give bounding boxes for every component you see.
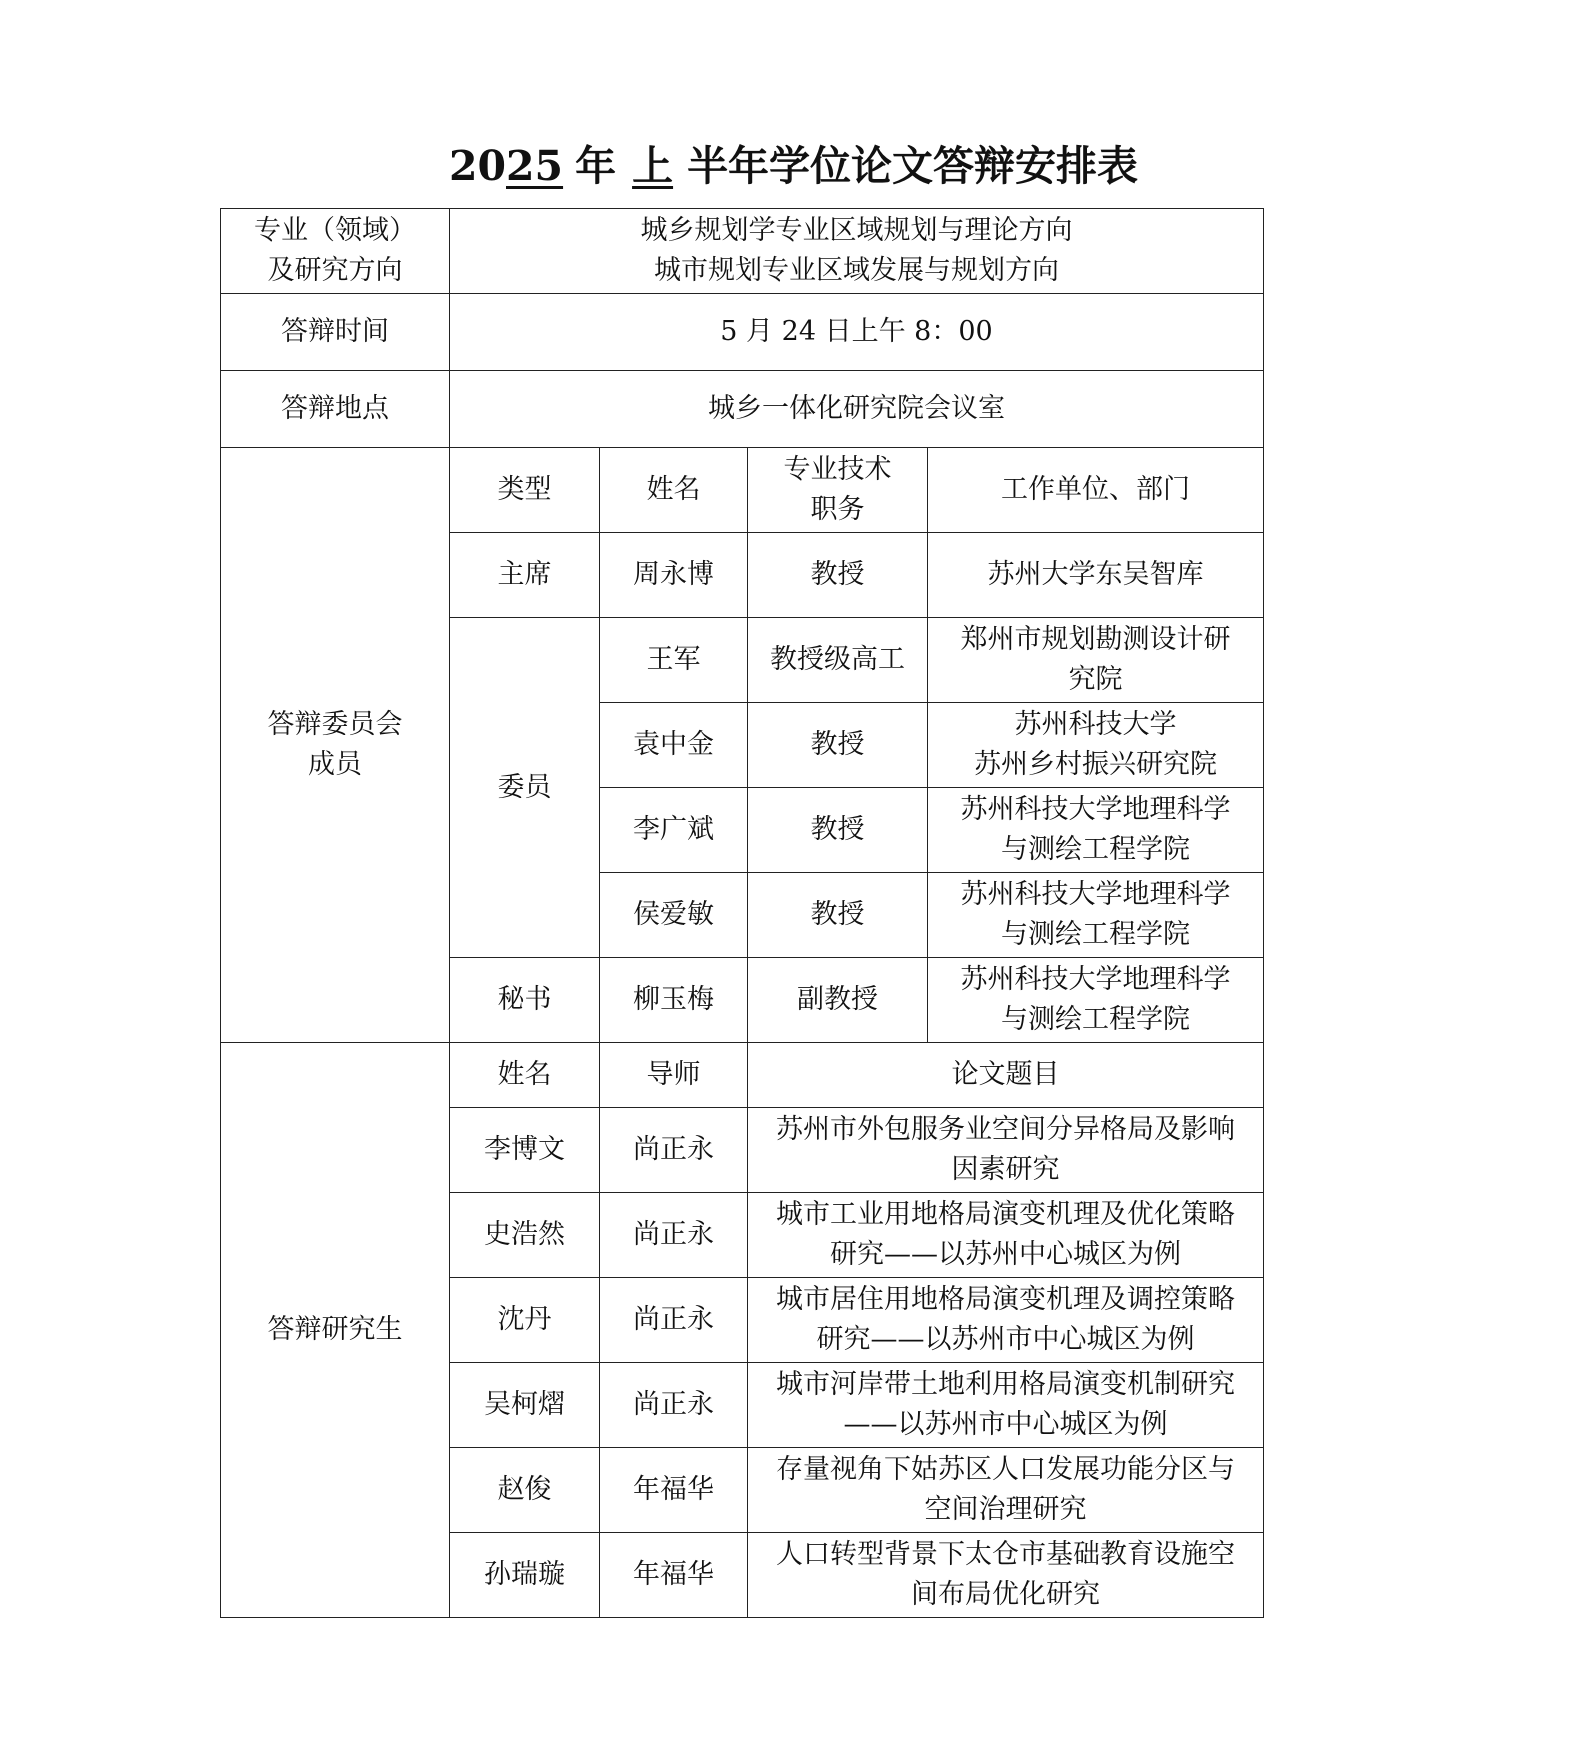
committee-header-name: 姓名 — [600, 448, 748, 533]
student-thesis: 城市河岸带土地利用格局演变机制研究 ——以苏州市中心城区为例 — [748, 1363, 1264, 1448]
student-thesis: 苏州市外包服务业空间分异格局及影响 因素研究 — [748, 1108, 1264, 1193]
member-unit: 苏州科技大学 苏州乡村振兴研究院 — [928, 703, 1264, 788]
title-prefix: 20 — [448, 142, 506, 190]
student-thesis: 城市居住用地格局演变机理及调控策略 研究——以苏州市中心城区为例 — [748, 1278, 1264, 1363]
member-title: 教授 — [748, 788, 928, 873]
student-thesis: 存量视角下姑苏区人口发展功能分区与 空间治理研究 — [748, 1448, 1264, 1533]
committee-header-row — [221, 448, 1264, 533]
member-unit: 郑州市规划勘测设计研 究院 — [928, 618, 1264, 703]
member-name: 侯爱敏 — [600, 873, 748, 958]
student-advisor: 尚正永 — [600, 1278, 748, 1363]
major-label: 专业（领域） 及研究方向 — [221, 209, 450, 294]
title-year: 25 — [506, 142, 564, 190]
page-title — [0, 138, 1587, 194]
member-type: 委员 — [450, 618, 600, 958]
student-advisor: 尚正永 — [600, 1108, 748, 1193]
chair-unit: 苏州大学东吴智库 — [928, 533, 1264, 618]
member-name: 袁中金 — [600, 703, 748, 788]
student-name: 史浩然 — [450, 1193, 600, 1278]
secretary-type: 秘书 — [450, 958, 600, 1043]
students-header-advisor: 导师 — [600, 1043, 748, 1108]
student-thesis: 人口转型背景下太仓市基础教育设施空 间布局优化研究 — [748, 1533, 1264, 1618]
chair-type: 主席 — [450, 533, 600, 618]
place-row — [221, 371, 1264, 448]
student-advisor: 年福华 — [600, 1448, 748, 1533]
place-label: 答辩地点 — [221, 371, 450, 448]
student-name: 李博文 — [450, 1108, 600, 1193]
place-value: 城乡一体化研究院会议室 — [450, 371, 1264, 448]
secretary-name: 柳玉梅 — [600, 958, 748, 1043]
schedule-table — [220, 208, 1264, 1618]
member-name: 王军 — [600, 618, 748, 703]
student-thesis: 城市工业用地格局演变机理及优化策略 研究——以苏州中心城区为例 — [748, 1193, 1264, 1278]
student-name: 赵俊 — [450, 1448, 600, 1533]
member-title: 教授 — [748, 703, 928, 788]
committee-header-unit: 工作单位、部门 — [928, 448, 1264, 533]
secretary-title: 副教授 — [748, 958, 928, 1043]
member-name: 李广斌 — [600, 788, 748, 873]
title-rest: 半年学位论文答辩安排表 — [687, 142, 1139, 190]
students-label: 答辩研究生 — [221, 1043, 450, 1618]
member-title: 教授 — [748, 873, 928, 958]
member-title: 教授级高工 — [748, 618, 928, 703]
student-name: 孙瑞璇 — [450, 1533, 600, 1618]
committee-header-title: 专业技术 职务 — [748, 448, 928, 533]
title-half: 上 — [632, 142, 674, 190]
chair-name: 周永博 — [600, 533, 748, 618]
student-name: 吴柯熠 — [450, 1363, 600, 1448]
time-value: 5 月 24 日上午 8：00 — [450, 294, 1264, 371]
students-header-name: 姓名 — [450, 1043, 600, 1108]
student-advisor: 年福华 — [600, 1533, 748, 1618]
students-header-thesis: 论文题目 — [748, 1043, 1264, 1108]
student-advisor: 尚正永 — [600, 1363, 748, 1448]
chair-title: 教授 — [748, 533, 928, 618]
time-label: 答辩时间 — [221, 294, 450, 371]
students-header-row — [221, 1043, 1264, 1108]
secretary-unit: 苏州科技大学地理科学 与测绘工程学院 — [928, 958, 1264, 1043]
member-unit: 苏州科技大学地理科学 与测绘工程学院 — [928, 788, 1264, 873]
student-name: 沈丹 — [450, 1278, 600, 1363]
time-row — [221, 294, 1264, 371]
major-value: 城乡规划学专业区域规划与理论方向 城市规划专业区域发展与规划方向 — [450, 209, 1264, 294]
major-row — [221, 209, 1264, 294]
committee-header-type: 类型 — [450, 448, 600, 533]
committee-label: 答辩委员会 成员 — [221, 448, 450, 1043]
member-unit: 苏州科技大学地理科学 与测绘工程学院 — [928, 873, 1264, 958]
title-year-suffix: 年 — [575, 142, 617, 190]
student-advisor: 尚正永 — [600, 1193, 748, 1278]
